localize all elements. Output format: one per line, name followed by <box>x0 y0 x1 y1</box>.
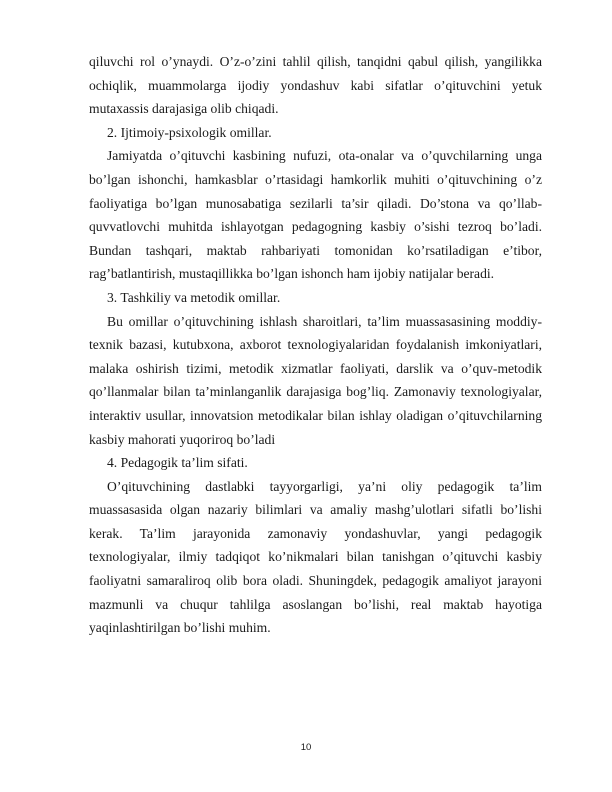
paragraph-social-psychological: Jamiyatda o’qituvchi kasbining nufuzi, ota-onalar va o’quvchilarning unga bo’lgan ishonchi, hamkasblar o’rtasidagi hamkorlik muhiti o’qituvchining o’z faoliyatiga bo’lgan munosabatiga sezilarli ta’sir qiladi. Do’stona va qo’llab-quvvatlovchi muhitda ishlayotgan pedagogning kasbiy o’sishi tezroq bo’ladi. Bundan tashqari, maktab rahbariyati tomonidan ko’rsatiladigan e’tibor, rag’batlantirish, mustaqillikka bo’lgan ishonch ham ijobiy natijalar beradi. <box>89 148 542 282</box>
body-text <box>89 50 542 640</box>
section-heading-organizational-methodical: 3. Tashkiliy va metodik omillar. <box>107 289 281 305</box>
section-heading-pedagogical-education: 4. Pedagogik ta’lim sifati. <box>107 455 248 471</box>
paragraph-continuation: qiluvchi rol o’ynaydi. O’z-o’zini tahlil qilish, tanqidni qabul qilish, yangilikka ochiqlik, muammolarga ijodiy yondashuv kabi sifatlar o’qituvchini yetuk mutaxassis darajasiga olib chiqadi. <box>89 54 542 117</box>
page-number: 10 <box>300 742 312 753</box>
paragraph-pedagogical-education: O’qituvchining dastlabki tayyorgarligi, ya’ni oliy pedagogik ta’lim muassasasida olgan nazariy bilimlari va amaliy mashg’ulotlari sifatli bo’lishi kerak. Ta’lim jarayonida zamonaviy yondashuvlar, yangi pedagogik texnologiyalar, ilmiy tadqiqot ko’nikmalari bilan tanishgan o’qituvchi kasbiy faoliyatni samaraliroq olib bora oladi. Shuningdek, pedagogik amaliyot jarayoni mazmunli va chuqur tahlilga asoslangan bo’lishi, real maktab hayotiga yaqinlashtirilgan bo’lishi muhim. <box>89 478 542 636</box>
paragraph-organizational-methodical: Bu omillar o’qituvchining ishlash sharoitlari, ta’lim muassasasining moddiy-texnik bazasi, kutubxona, axborot texnologiyalaridan foydalanish imkoniyatlari, malaka oshirish tizimi, metodik xizmatlar faoliyati, darslik va o’quv-metodik qo’llanmalar bilan ta’minlanganlik darajasiga bog’liq. Zamonaviy texnologiyalar, interaktiv usullar, innovatsion metodikalar bilan ishlay oladigan o’qituvchilarning kasbiy mahorati yuqoriroq bo’ladi <box>89 313 542 447</box>
section-heading-social-psychological: 2. Ijtimoiy-psixologik omillar. <box>107 124 272 140</box>
